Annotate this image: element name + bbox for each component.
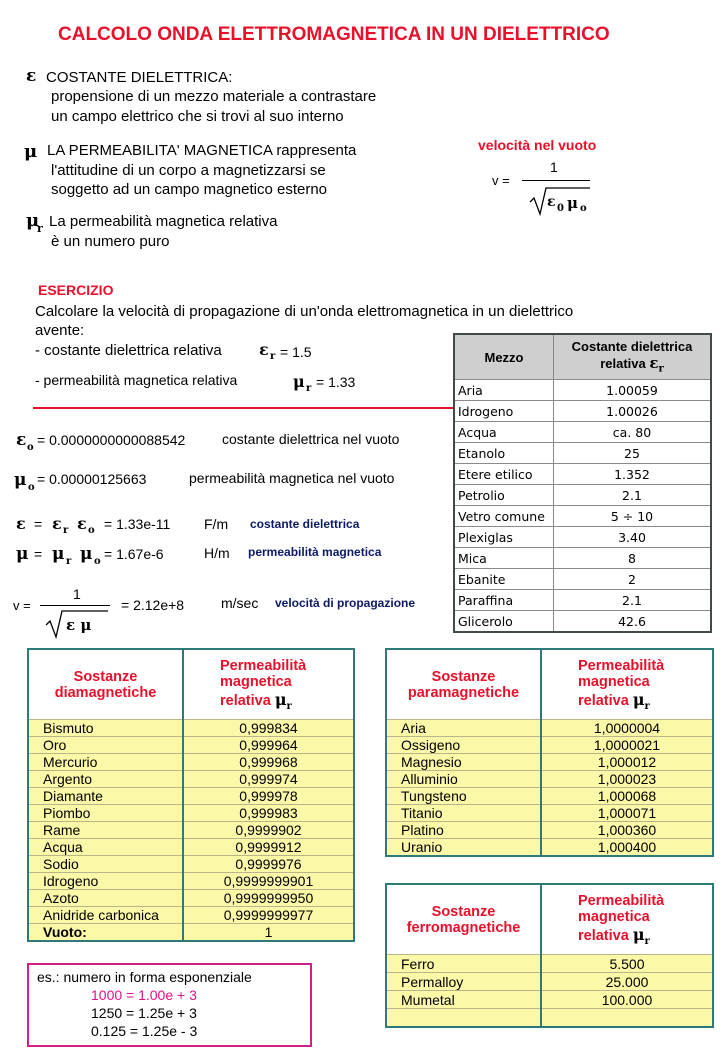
dielectric-value-cell: 8 xyxy=(554,548,712,569)
example-line4: 0.125 = 1.25e - 3 xyxy=(91,1023,198,1039)
table-row xyxy=(28,873,354,890)
calc-mu-o: μ xyxy=(80,544,93,564)
example-line1: es.: numero in forma esponenziale xyxy=(37,969,252,985)
substance-name-cell: Ferro xyxy=(386,955,541,973)
diamagnetic-header-right: Permeabilità magnetica relativa $\mu_r$ xyxy=(183,649,354,720)
calc-eps-value: = 1.33e-11 xyxy=(104,516,171,532)
substance-name-cell: Magnesio xyxy=(386,754,541,771)
vacuum-mu0: μ xyxy=(567,194,578,212)
dielectric-value-cell: 1.00026 xyxy=(554,401,712,422)
vacuum-fraction-bar xyxy=(522,180,590,181)
permeability-value-cell: 0,999983 xyxy=(183,805,354,822)
dielectric-mezzo-cell: Etanolo xyxy=(454,443,554,464)
permeability-value-cell: 0,9999999977 xyxy=(183,907,354,924)
dielectric-mezzo-cell: Etere etilico xyxy=(454,464,554,485)
substance-name-cell: Titanio xyxy=(386,805,541,822)
substance-name-cell: Idrogeno xyxy=(28,873,183,890)
exercise-er-value: = 1.5 xyxy=(280,344,312,360)
vacuum-eps0: ε xyxy=(547,194,556,210)
table-row xyxy=(454,569,711,590)
permeability-value-cell: 1,000068 xyxy=(541,788,713,805)
exercise-heading: ESERCIZIO xyxy=(38,282,114,298)
calc-mu-value: = 1.67e-6 xyxy=(104,546,164,562)
mu0-description: permeabilità magnetica nel vuoto xyxy=(189,470,395,486)
permeability-value-cell: 1,000012 xyxy=(541,754,713,771)
table-row xyxy=(28,839,354,856)
dielectric-value-cell: 2.1 xyxy=(554,590,712,611)
mu-desc-line2: l'attitudine di un corpo a magnetizzarsi se xyxy=(51,162,326,179)
paramagnetic-table xyxy=(385,648,714,857)
table-row xyxy=(28,788,354,805)
calc-eps-eq: = xyxy=(34,516,43,532)
eps0-description: costante dielettrica nel vuoto xyxy=(222,431,400,447)
substance-name-cell: Rame xyxy=(28,822,183,839)
dielectric-value-cell: 25 xyxy=(554,443,712,464)
calc-v-unit: m/sec xyxy=(221,595,259,611)
section-divider xyxy=(33,407,455,409)
table-row xyxy=(28,924,354,942)
ferromagnetic-table xyxy=(385,883,714,1028)
substance-name-cell: Permalloy xyxy=(386,973,541,991)
permeability-value-cell: 0,9999976 xyxy=(183,856,354,873)
dielectric-value-cell: 3.40 xyxy=(554,527,712,548)
permeability-value-cell: 100.000 xyxy=(541,991,713,1009)
dielectric-mezzo-cell: Mica xyxy=(454,548,554,569)
table-row xyxy=(386,955,713,973)
dielectric-value-cell: 5 ÷ 10 xyxy=(554,506,712,527)
table-row xyxy=(28,737,354,754)
vacuum-speed-label: velocità nel vuoto xyxy=(478,137,597,153)
table-row xyxy=(28,890,354,907)
mur-subscript: r xyxy=(37,222,43,235)
vacuum-eps0-sub: 0 xyxy=(557,203,564,214)
dielectric-mezzo-cell: Aria xyxy=(454,380,554,401)
calc-v-value: = 2.12e+8 xyxy=(121,597,185,613)
exercise-mr-symbol: μ xyxy=(293,372,305,391)
table-row xyxy=(386,839,713,857)
table-row xyxy=(386,1009,713,1028)
mu0-sub: o xyxy=(28,482,35,493)
example-line3: 1250 = 1.25e + 3 xyxy=(91,1005,197,1021)
paramagnetic-header-right: Permeabilità magnetica relativa $\mu_r$ xyxy=(541,649,713,720)
permeability-value-cell: 1,000360 xyxy=(541,822,713,839)
substance-name-cell: Mumetal xyxy=(386,991,541,1009)
table-row xyxy=(386,822,713,839)
table-row xyxy=(454,548,711,569)
dielectric-mezzo-cell: Ebanite xyxy=(454,569,554,590)
diamagnetic-table xyxy=(27,648,355,942)
substance-name-cell: Aria xyxy=(386,720,541,737)
calc-eps-o: ε xyxy=(77,514,87,533)
dielectric-col-mezzo: Mezzo xyxy=(454,334,554,380)
substance-name-cell: Diamante xyxy=(28,788,183,805)
mur-symbol: μ xyxy=(26,210,40,231)
calc-mu-description: permeabilità magnetica xyxy=(248,545,382,559)
dielectric-mezzo-cell: Acqua xyxy=(454,422,554,443)
eps0-symbol: ε xyxy=(16,430,27,450)
calc-eps-description: costante dielettrica xyxy=(250,517,360,531)
calc-mu-r: μ xyxy=(52,544,65,564)
substance-name-cell: Argento xyxy=(28,771,183,788)
exercise-er-sub: r xyxy=(270,351,276,362)
mu0-symbol: μ xyxy=(14,470,27,490)
table-row xyxy=(28,754,354,771)
exercise-text-line2: avente: xyxy=(35,322,85,339)
table-row xyxy=(454,485,711,506)
vacuum-formula-numerator: 1 xyxy=(550,159,558,175)
table-row xyxy=(28,856,354,873)
epsilon-desc-line1: propensione di un mezzo materiale a contrastare xyxy=(51,88,377,105)
permeability-value-cell: 1,0000021 xyxy=(541,737,713,754)
calc-v-lhs: v = xyxy=(13,598,31,613)
table-row xyxy=(454,401,711,422)
calc-eps-o-sub: o xyxy=(88,525,95,536)
permeability-value-cell: 0,9999902 xyxy=(183,822,354,839)
substance-name-cell: Acqua xyxy=(28,839,183,856)
ferromagnetic-header-left: Sostanze ferromagnetiche xyxy=(386,884,541,955)
table-row xyxy=(386,771,713,788)
vacuum-mu0-sub: o xyxy=(580,203,587,214)
mu-desc-line3: soggetto ad un campo magnetico esterno xyxy=(51,181,328,198)
dielectric-mezzo-cell: Paraffina xyxy=(454,590,554,611)
dielectric-value-cell: 42.6 xyxy=(554,611,712,633)
table-row xyxy=(454,464,711,485)
permeability-value-cell: 0,999978 xyxy=(183,788,354,805)
table-row xyxy=(28,720,354,737)
dielectric-mezzo-cell: Idrogeno xyxy=(454,401,554,422)
table-row xyxy=(454,527,711,548)
epsilon-desc-line2: un campo elettrico che si trovi al suo interno xyxy=(51,108,344,125)
exercise-mr-label: - permeabilità magnetica relativa xyxy=(35,372,238,388)
substance-name-cell: Alluminio xyxy=(386,771,541,788)
dielectric-value-cell: 1.352 xyxy=(554,464,712,485)
table-row xyxy=(386,805,713,822)
permeability-value-cell: 0,9999999950 xyxy=(183,890,354,907)
calc-eps-r-sub: r xyxy=(63,525,69,536)
table-row xyxy=(386,754,713,771)
permeability-value-cell: 5.500 xyxy=(541,955,713,973)
substance-name-cell: Anidride carbonica xyxy=(28,907,183,924)
eps0-sub: o xyxy=(27,442,34,453)
exercise-er-label: - costante dielettrica relativa xyxy=(35,342,222,359)
calc-mu-unit: H/m xyxy=(204,545,230,561)
table-row xyxy=(454,590,711,611)
page-title: CALCOLO ONDA ELETTROMAGNETICA IN UN DIELETTRICO xyxy=(58,24,610,45)
calc-mu-o-sub: o xyxy=(94,556,101,567)
diamagnetic-header-left: Sostanze diamagnetiche xyxy=(28,649,183,720)
permeability-value-cell: 1 xyxy=(183,924,354,942)
table-row xyxy=(454,380,711,401)
eps0-value: = 0.0000000000088542 xyxy=(37,432,186,448)
substance-name-cell: Tungsteno xyxy=(386,788,541,805)
calc-v-denominator: ε μ xyxy=(66,616,92,634)
calc-eps-lhs: ε xyxy=(16,514,26,533)
exercise-mr-value: = 1.33 xyxy=(316,374,356,390)
calc-eps-r: ε xyxy=(52,514,62,533)
calc-mu-r-sub: r xyxy=(66,556,72,567)
example-line2: 1000 = 1.00e + 3 xyxy=(91,987,197,1003)
epsilon-symbol: ε xyxy=(26,66,37,86)
exercise-mr-sub: r xyxy=(306,383,312,394)
permeability-value-cell: 0,9999999901 xyxy=(183,873,354,890)
permeability-value-cell: 1,000023 xyxy=(541,771,713,788)
dielectric-table xyxy=(453,333,712,633)
mur-desc-line2: è un numero puro xyxy=(51,233,170,250)
table-row xyxy=(454,422,711,443)
mu0-value: = 0.00000125663 xyxy=(37,471,147,487)
substance-name-cell: Azoto xyxy=(28,890,183,907)
calc-mu-eq: = xyxy=(34,546,43,562)
substance-name-cell xyxy=(386,1009,541,1028)
table-row xyxy=(28,822,354,839)
permeability-value-cell xyxy=(541,1009,713,1028)
table-row xyxy=(28,771,354,788)
substance-name-cell: Uranio xyxy=(386,839,541,857)
substance-name-cell: Sodio xyxy=(28,856,183,873)
exponential-example-box xyxy=(27,963,312,1047)
epsilon-heading: COSTANTE DIELETTRICA: xyxy=(46,69,233,86)
table-row xyxy=(28,805,354,822)
calc-mu-lhs: μ xyxy=(16,544,29,564)
table-row xyxy=(454,611,711,633)
table-row xyxy=(28,907,354,924)
permeability-value-cell: 0,999968 xyxy=(183,754,354,771)
dielectric-value-cell: 2.1 xyxy=(554,485,712,506)
dielectric-mezzo-cell: Plexiglas xyxy=(454,527,554,548)
permeability-value-cell: 0,999834 xyxy=(183,720,354,737)
vacuum-formula-lhs: v = xyxy=(492,173,510,188)
dielectric-mezzo-cell: Vetro comune xyxy=(454,506,554,527)
table-row xyxy=(454,506,711,527)
mur-desc-line1: La permeabilità magnetica relativa xyxy=(49,213,278,230)
permeability-value-cell: 0,999964 xyxy=(183,737,354,754)
dielectric-col-constant: Costante dielettrica relativa $\varepsilon_r$ xyxy=(554,334,712,380)
table-row xyxy=(386,788,713,805)
ferromagnetic-header-right: Permeabilità magnetica relativa $\mu_r$ xyxy=(541,884,713,955)
paramagnetic-header-left: Sostanze paramagnetiche xyxy=(386,649,541,720)
substance-name-cell: Platino xyxy=(386,822,541,839)
exercise-er-symbol: ε xyxy=(259,340,269,359)
substance-name-cell: Vuoto: xyxy=(28,924,183,942)
table-row xyxy=(386,973,713,991)
dielectric-value-cell: 1.00059 xyxy=(554,380,712,401)
calc-eps-unit: F/m xyxy=(204,516,229,532)
mu-symbol: μ xyxy=(24,141,38,162)
dielectric-mezzo-cell: Petrolio xyxy=(454,485,554,506)
permeability-value-cell: 1,000071 xyxy=(541,805,713,822)
calc-v-numerator: 1 xyxy=(73,586,81,602)
substance-name-cell: Piombo xyxy=(28,805,183,822)
permeability-value-cell: 1,0000004 xyxy=(541,720,713,737)
mu-desc-line1: LA PERMEABILITA' MAGNETICA rappresenta xyxy=(47,142,357,159)
calc-v-fraction-bar xyxy=(40,605,110,606)
substance-name-cell: Bismuto xyxy=(28,720,183,737)
permeability-value-cell: 0,999974 xyxy=(183,771,354,788)
dielectric-value-cell: 2 xyxy=(554,569,712,590)
dielectric-mezzo-cell: Glicerolo xyxy=(454,611,554,633)
table-row xyxy=(386,737,713,754)
dielectric-value-cell: ca. 80 xyxy=(554,422,712,443)
exercise-text-line1: Calcolare la velocità di propagazione di un'onda elettromagnetica in un dielettrico xyxy=(35,303,574,320)
table-row xyxy=(454,443,711,464)
table-row xyxy=(386,720,713,737)
permeability-value-cell: 25.000 xyxy=(541,973,713,991)
permeability-value-cell: 0,9999912 xyxy=(183,839,354,856)
permeability-value-cell: 1,000400 xyxy=(541,839,713,857)
substance-name-cell: Oro xyxy=(28,737,183,754)
substance-name-cell: Ossigeno xyxy=(386,737,541,754)
table-row xyxy=(386,991,713,1009)
substance-name-cell: Mercurio xyxy=(28,754,183,771)
calc-v-description: velocità di propagazione xyxy=(275,596,416,610)
